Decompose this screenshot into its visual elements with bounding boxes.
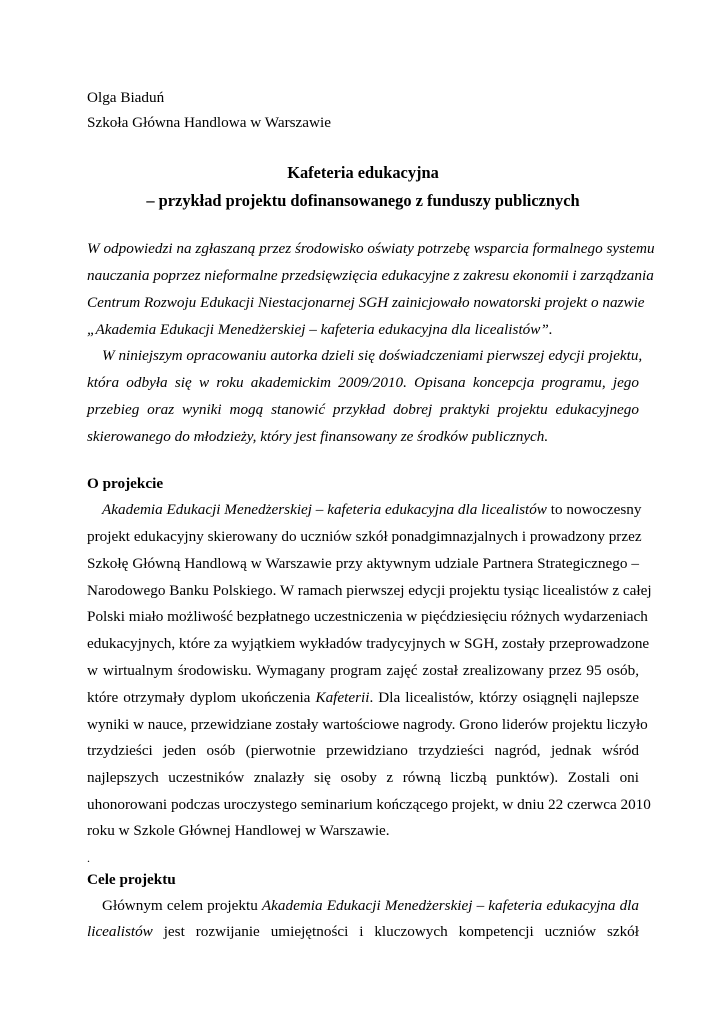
paper-title: Kafeteria edukacyjna [287, 163, 439, 182]
body-line: roku w Szkole Głównej Handlowej w Warszawie. [87, 822, 390, 839]
author-name: Olga Biaduń [87, 89, 165, 106]
body-line: Narodowego Banku Polskiego. W ramach pierwszej edycji projektu tysiąc licealistów z całej [87, 582, 652, 599]
body-line [87, 688, 639, 708]
body-line: Szkołę Główną Handlową w Warszawie przy aktywnym udziale Partnera Strategicznego – [87, 555, 639, 572]
italic-term: Kafeterii [315, 689, 370, 706]
body-line: edukacyjnych, które za wyjątkiem wykładów tradycyjnych w SGH, zostały przeprowadzone [87, 635, 650, 652]
body-line: wyniki w nauce, przewidziane zostały wartościowe nagrody. Grono liderów projektu liczyło [87, 716, 648, 733]
body-text: jest rozwijanie umiejętności i kluczowych kompetencji uczniów szkół [152, 923, 639, 940]
section-heading-cele-projektu: Cele projektu [87, 871, 176, 888]
body-line: uhonorowani podczas uroczystego seminarium kończącego projekt, w dniu 22 czerwca 2010 [87, 796, 651, 813]
abstract-line: W odpowiedzi na zgłaszaną przez środowisko oświaty potrzebę wsparcia formalnego systemu [87, 240, 655, 257]
body-line: w wirtualnym środowisku. Wymagany program zajęć został zrealizowany przez 95 osób, [87, 662, 639, 679]
body-line [87, 500, 642, 520]
body-line [87, 896, 639, 916]
body-line [87, 922, 639, 942]
author-affiliation: Szkoła Główna Handlowa w Warszawie [87, 114, 331, 131]
abstract-line: Centrum Rozwoju Edukacji Niestacjonarnej SGH zainicjowało nowatorski projekt o nazwie [87, 294, 645, 311]
project-name: Akademia Edukacji Menedżerskiej – kafeteria edukacyjna dla licealistów [102, 501, 547, 518]
project-name: Akademia Edukacji Menedżerskiej – kafeteria edukacyjna dla [261, 897, 639, 914]
abstract-line: przebieg oraz wyniki mogą stanowić przykład dobrej praktyki projektu edukacyjnego [87, 401, 639, 418]
project-name: licealistów [87, 923, 153, 940]
body-line: projekt edukacyjny skierowany do uczniów szkół ponadgimnazjalnych i prowadzony przez [87, 528, 642, 545]
body-text: to nowoczesny [546, 501, 642, 518]
abstract-line: „Akademia Edukacji Menedżerskiej – kafeteria edukacyjna dla licealistów”. [87, 321, 553, 338]
section-heading-o-projekcie: O projekcie [87, 475, 164, 492]
body-text: . Dla licealistów, którzy osiągnęli najlepsze [369, 689, 640, 706]
body-text: które otrzymały dyplom ukończenia [87, 689, 316, 706]
paper-subtitle: – przykład projektu dofinansowanego z funduszy publicznych [146, 191, 580, 210]
body-line: trzydzieści jeden osób (pierwotnie przewidziano trzydzieści nagród, jednak wśród [87, 742, 639, 759]
abstract-line: skierowanego do młodzieży, który jest finansowany ze środków publicznych. [87, 428, 549, 445]
abstract-line: która odbyła się w roku akademickim 2009/2010. Opisana koncepcja programu, jego [87, 374, 639, 391]
body-line: najlepszych uczestników znalazły się osoby z równą liczbą punktów). Zostali oni [87, 769, 639, 786]
abstract-line: W niniejszym opracowaniu autorka dzieli się doświadczeniami pierwszej edycji projektu, [102, 347, 643, 364]
body-text: Głównym celem projektu [102, 897, 262, 914]
stray-dot: . [87, 851, 90, 865]
abstract-line: nauczania poprzez nieformalne przedsięwzięcia edukacyjne z zakresu ekonomii i zarządzania [87, 267, 654, 284]
body-line: Polski miało możliwość bezpłatnego uczestniczenia w pięćdziesięciu różnych wydarzeniach [87, 608, 648, 625]
